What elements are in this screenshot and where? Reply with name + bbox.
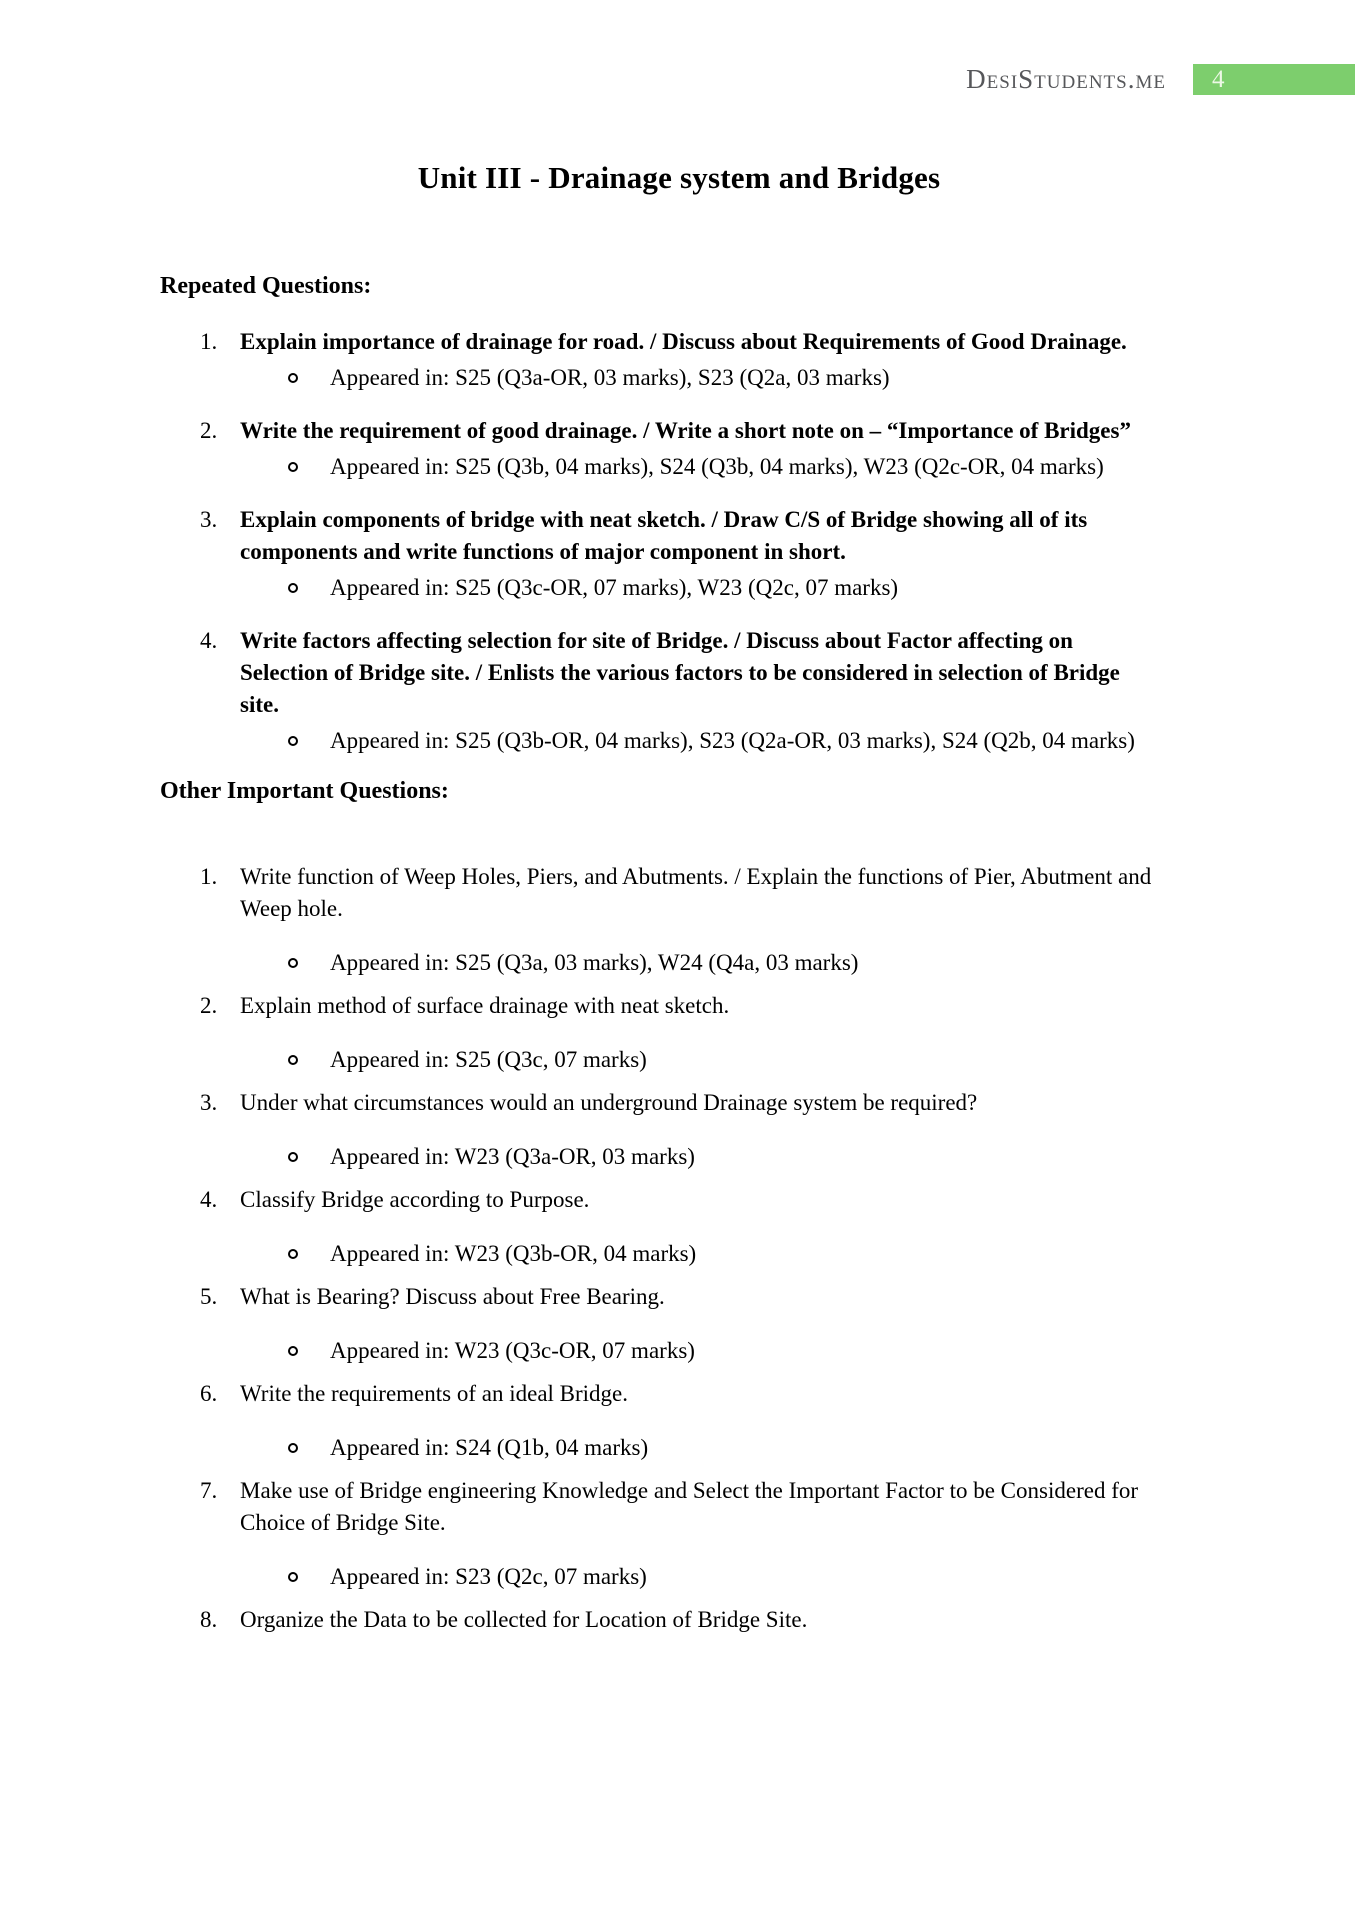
question-item <box>160 625 1220 757</box>
question-number: 7. <box>200 1478 218 1503</box>
appeared-in-text: Appeared in: W23 (Q3a-OR, 03 marks) <box>330 1144 695 1169</box>
appeared-in-row <box>160 947 1220 979</box>
question-number: 1. <box>200 329 218 354</box>
circle-bullet-icon <box>288 1152 298 1162</box>
question-number: 5. <box>200 1284 218 1309</box>
question-text: Write function of Weep Holes, Piers, and Abutments. / Explain the functions of Pier, Abutment and Weep hole. <box>240 864 1152 921</box>
question-text: Make use of Bridge engineering Knowledge and Select the Important Factor to be Considered for Choice of Bridge Site. <box>240 1478 1139 1535</box>
question-number: 4. <box>200 1187 218 1212</box>
appeared-in-row <box>160 572 1220 604</box>
circle-bullet-icon <box>288 736 298 746</box>
question-item <box>160 990 1220 1076</box>
question-item <box>160 1087 1220 1173</box>
question-number: 3. <box>200 507 218 532</box>
circle-bullet-icon <box>288 1249 298 1259</box>
question-row <box>160 625 1220 721</box>
question-item <box>160 1475 1220 1593</box>
page-number-badge <box>1193 64 1355 95</box>
section-heading: Repeated Questions: <box>160 273 372 299</box>
circle-bullet-icon <box>288 1443 298 1453</box>
section-heading: Other Important Questions: <box>160 778 449 804</box>
appeared-in-text: Appeared in: W23 (Q3b-OR, 04 marks) <box>330 1241 697 1266</box>
appeared-in-row <box>160 1335 1220 1367</box>
circle-bullet-icon <box>288 1055 298 1065</box>
circle-bullet-icon <box>288 462 298 472</box>
appeared-in-row <box>160 725 1220 757</box>
question-item <box>160 1378 1220 1464</box>
question-item <box>160 1604 1220 1636</box>
question-text: Explain method of surface drainage with neat sketch. <box>240 993 730 1018</box>
question-number: 2. <box>200 418 218 443</box>
question-text: Organize the Data to be collected for Location of Bridge Site. <box>240 1607 808 1632</box>
question-row <box>160 504 1220 568</box>
question-row <box>160 1604 1220 1636</box>
section-other-important-questions <box>160 778 1220 1636</box>
question-item <box>160 861 1220 979</box>
circle-bullet-icon <box>288 1346 298 1356</box>
question-text: What is Bearing? Discuss about Free Bearing. <box>240 1284 665 1309</box>
appeared-in-text: Appeared in: S25 (Q3a-OR, 03 marks), S23 (Q2a, 03 marks) <box>330 365 890 390</box>
appeared-in-row <box>160 1561 1220 1593</box>
question-item <box>160 1281 1220 1367</box>
question-row <box>160 326 1220 358</box>
question-text: Write the requirements of an ideal Bridge. <box>240 1381 629 1406</box>
appeared-in-text: Appeared in: S25 (Q3c, 07 marks) <box>330 1047 647 1072</box>
question-text: Under what circumstances would an underground Drainage system be required? <box>240 1090 978 1115</box>
appeared-in-text: Appeared in: W23 (Q3c-OR, 07 marks) <box>330 1338 695 1363</box>
question-item <box>160 1184 1220 1270</box>
question-row <box>160 1281 1220 1313</box>
appeared-in-row <box>160 1141 1220 1173</box>
question-text: Write the requirement of good drainage. / Write a short note on – “Importance of Bridges” <box>240 418 1131 443</box>
appeared-in-row <box>160 1432 1220 1464</box>
circle-bullet-icon <box>288 958 298 968</box>
appeared-in-row <box>160 451 1220 483</box>
question-row <box>160 1378 1220 1410</box>
page-number: 4 <box>1212 65 1225 93</box>
question-text: Explain importance of drainage for road. / Discuss about Requirements of Good Drainage. <box>240 329 1127 354</box>
question-row <box>160 1184 1220 1216</box>
site-name: DesiStudents.me <box>966 64 1166 94</box>
appeared-in-text: Appeared in: S25 (Q3b, 04 marks), S24 (Q3b, 04 marks), W23 (Q2c-OR, 04 marks) <box>330 454 1104 479</box>
question-row <box>160 415 1220 447</box>
appeared-in-text: Appeared in: S25 (Q3b-OR, 04 marks), S23 (Q2a-OR, 03 marks), S24 (Q2b, 04 marks) <box>330 728 1135 753</box>
question-text: Classify Bridge according to Purpose. <box>240 1187 590 1212</box>
circle-bullet-icon <box>288 373 298 383</box>
question-number: 3. <box>200 1090 218 1115</box>
question-number: 4. <box>200 628 218 653</box>
appeared-in-text: Appeared in: S25 (Q3a, 03 marks), W24 (Q4a, 03 marks) <box>330 950 859 975</box>
appeared-in-text: Appeared in: S23 (Q2c, 07 marks) <box>330 1564 647 1589</box>
page-header <box>0 64 1358 95</box>
question-item <box>160 504 1220 604</box>
appeared-in-row <box>160 1238 1220 1270</box>
question-row <box>160 1087 1220 1119</box>
question-row <box>160 1475 1220 1539</box>
question-number: 2. <box>200 993 218 1018</box>
question-number: 8. <box>200 1607 218 1632</box>
question-text: Write factors affecting selection for site of Bridge. / Discuss about Factor affecting on Selection of Bridge site. / Enlists the various factors to be considered in selection of Bridge site. <box>240 628 1120 717</box>
appeared-in-row <box>160 362 1220 394</box>
section-repeated-questions <box>160 273 1220 757</box>
question-item <box>160 415 1220 483</box>
question-number: 6. <box>200 1381 218 1406</box>
document-content <box>160 273 1220 1647</box>
page-title: Unit III - Drainage system and Bridges <box>417 160 941 195</box>
question-item <box>160 326 1220 394</box>
question-row <box>160 861 1220 925</box>
question-number: 1. <box>200 864 218 889</box>
appeared-in-text: Appeared in: S25 (Q3c-OR, 07 marks), W23 (Q2c, 07 marks) <box>330 575 899 600</box>
question-row <box>160 990 1220 1022</box>
question-text: Explain components of bridge with neat sketch. / Draw C/S of Bridge showing all of its components and write functions of major component in short. <box>240 507 1088 564</box>
circle-bullet-icon <box>288 1572 298 1582</box>
appeared-in-text: Appeared in: S24 (Q1b, 04 marks) <box>330 1435 649 1460</box>
circle-bullet-icon <box>288 583 298 593</box>
appeared-in-row <box>160 1044 1220 1076</box>
